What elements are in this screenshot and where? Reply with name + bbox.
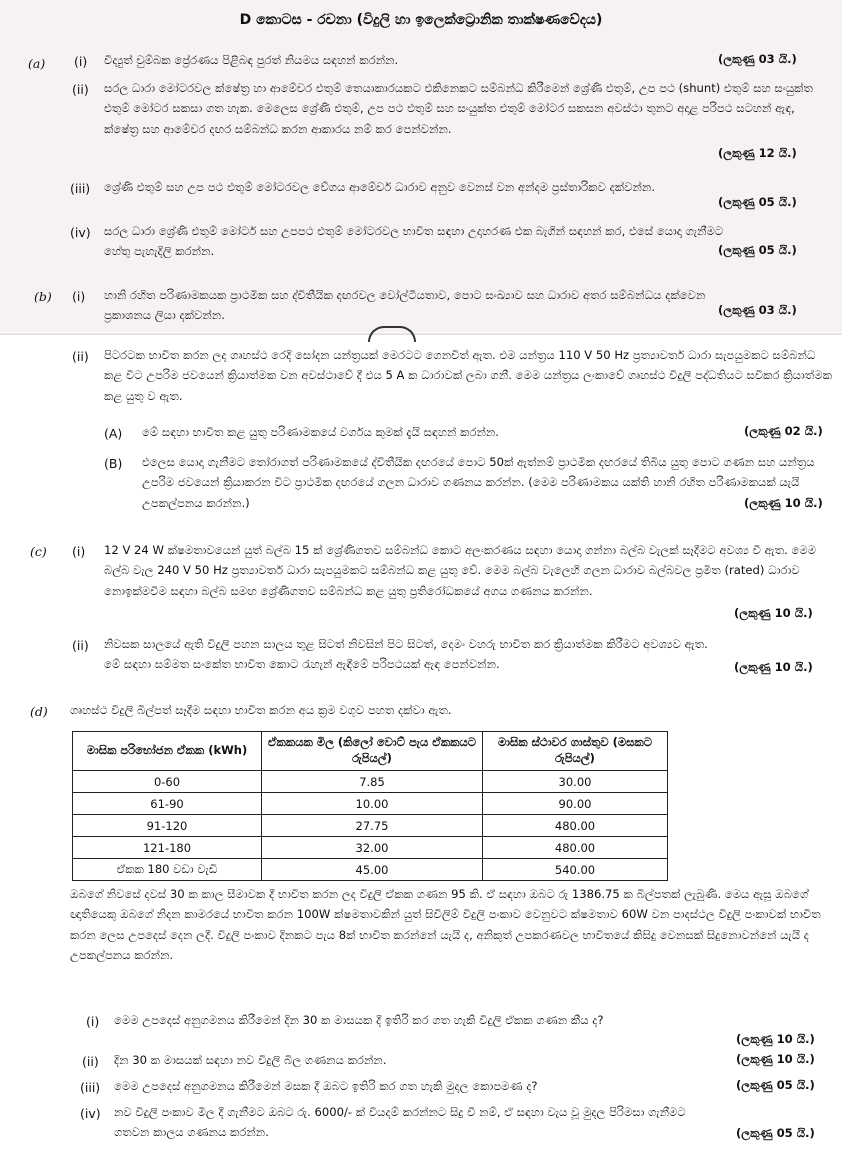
part-c-label: (c) <box>30 544 47 559</box>
d-intro: ගෘහස්ථ විදුලි බිල්පත් සෑදීම සඳහා භාවිත කරන අය ක්‍රම වගුව පහත දක්වා ඇත. <box>70 703 452 717</box>
b-ii-text: පිටරටක භාවිත කරන ලද ගෘහස්ථ රෙදි සෝදන යන්ත්‍රයක් මෙරටට ගෙනවිත් ඇත. එම යන්ත්‍රය 110 V 50 Hz ප්‍රත්‍යාවර්ත ධාරා සැපයුමකට සම්බන්ධ කළ විට උපරිම ජවයෙන් ක්‍රියාත්මක වන අවස්ථාවේ දී එය 5 A ක ධාරාවක් ලබා ගනී. මෙම යන්ත්‍රය ලංකාවේ ගෘහස්ථ විදුලි පද්ධතියට සවිකර ක්‍රියාත්මක කළ යුතු ව ඇත. <box>104 348 832 403</box>
table-cell: ඒකක 180 වඩා වැඩි <box>73 859 262 881</box>
c-ii-text: නිවසක සාලයේ ඇති විදුලි පහන සාලය තුළ සිටත් නිවසින් පිට සිටත්, දෙමං වහරු භාවිත කර ක්‍රියාත්මක කිරීමට අවශ්‍යව ඇත. මේ සඳහා සම්මත සංකේත භාවිත කොට රැහැන් ඇඳීමේ පරිපථයක් ඇඳ පෙන්වන්න. <box>104 637 708 672</box>
d-ii-number: (ii) <box>82 1054 99 1069</box>
table-header-row <box>73 732 668 771</box>
part-d-label: (d) <box>30 704 48 719</box>
table-cell: 121-180 <box>73 837 262 859</box>
c-ii-marks: (ලකුණු 10 යි.) <box>734 660 813 674</box>
header-fixed-charge: මාසික ස්ථාවර ගාස්තුව (මසකට රුපියල්) <box>483 732 668 771</box>
table-cell: 0-60 <box>73 771 262 793</box>
d-ii-text: දින 30 ක මාසයක් සඳහා නව විදුලි බිල ගණනය කරන්න. <box>114 1053 387 1067</box>
b-ii-number: (ii) <box>72 349 89 364</box>
d-paragraph: ඔබගේ නිවසේ දවස් 30 ක කාල සීමාවක දී භාවිත කරන ලද විදුලි ඒකක ගණන 95 කි. ඒ සඳහා ඔබට රු 1386.75 ක බිල්පතක් ලැබුණි. මෙය ඇසූ ඔබගේ ඥාතියෙකු ඔබගේ නිදන කාමරයේ භාවිත කරන 100W ක්ෂමතාවකින් යුත් සිවිලිම් විදුලි පංකාව වෙනුවට ක්ෂමතාව 60W වන පාදස්ථල විදුලි පංකාවක් භාවිත කරන ලෙස උපදෙස් දෙන ලදී. විදුලි පංකාව දිනකට පැය 8ක් භාවිත කරන්නේ යැයි ද, අනිකුත් උපකරණවල භාවිතයේ කිසිදු වෙනසක් සිදුනොවන්නේ යැයි ද උපකල්පනය කරන්න. <box>70 887 821 962</box>
d-iii-text: මෙම උපදෙස් අනුගමනය කිරීමෙන් මසක දී ඔබට ඉතිරි කර ගත හැකි මුදල කොපමණ ද? <box>114 1079 538 1093</box>
b-ii-B-text: එලෙස යොදා ගැනීමට තෝරාගත් පරිණාමකයේ ද්විතීයික දඟරයේ පොට 50ක් ඇත්නම් ප්‍රාථමික දඟරයේ තිබිය යුතු පොට ගණන සහ යන්ත්‍රය උපරිම ජවයෙන් ක්‍රියාකරන විට ප්‍රාථමික දඟරයේ ගලන ධාරාව ගණනය කරන්න. (මෙම පරිණාමකය යක්ති හානි රහිත පරිණාමකයක් යැයි උපකල්පනය කරන්න.) <box>142 455 815 510</box>
c-i-marks: (ලකුණු 10 යි.) <box>734 606 813 620</box>
a-iii-number: (iii) <box>70 181 91 196</box>
table-row <box>73 815 668 837</box>
d-i-text: මෙම උපදෙස් අනුගමනය කිරීමෙන් දින 30 ක මාසයක දී ඉතිරි කර ගත හැකි විදුලි ඒකක ගණන කීය ද? <box>114 1013 604 1027</box>
d-iv-text: නව විදුලි පංකාව මිල දී ගැනීමට ඔබට රු. 6000/- ක් වියදම් කරන්නට සිදු වී නම්, ඒ සඳහා වැය වූ මුදල පිරිමසා ගැනීමට ගතවන කාලය ගණනය කරන්න. <box>114 1105 686 1140</box>
a-iii-marks: (ලකුණු 05 යි.) <box>718 195 797 209</box>
table-cell: 480.00 <box>483 837 668 859</box>
table-cell: 540.00 <box>483 859 668 881</box>
table-cell: 10.00 <box>262 793 483 815</box>
b-i-number: (i) <box>72 289 86 304</box>
b-ii-A-text: මේ සඳහා භාවිත කළ යුතු පරිණාමකයේ වර්ගය කුමක් දැයි සඳහන් කරන්න. <box>142 425 499 439</box>
table-cell: 30.00 <box>483 771 668 793</box>
header-unit-price: ඒකකයක මිල (කිලෝ වොට් පැය ඒකකයට රුපියල්) <box>262 732 483 771</box>
b-ii-B-marks: (ලකුණු 10 යි.) <box>744 496 823 510</box>
a-iv-text: සරල ධාරා ශ්‍රේණි එතුම් මෝටර් සහ උපපථ එතුම් මෝටරවල භාවිත සඳහා උදාහරණ එක බැගින් සඳහන් කර, එසේ යොදා ගැනීමට හේතු පැහැදිලි කරන්න. <box>104 224 724 259</box>
a-ii-marks: (ලකුණු 12 යි.) <box>718 146 797 160</box>
table-cell: 27.75 <box>262 815 483 837</box>
d-iv-marks: (ලකුණු 05 යි.) <box>736 1126 815 1140</box>
section-title: D කොටස - රචනා (විදුලි හා ඉලෙක්ට්‍රොනික තාක්ෂණවේදය) <box>239 12 603 28</box>
table-cell: 61-90 <box>73 793 262 815</box>
d-i-number: (i) <box>86 1014 100 1029</box>
a-i-number: (i) <box>74 54 88 69</box>
d-iii-marks: (ලකුණු 05 යි.) <box>736 1078 815 1092</box>
b-ii-A-marks: (ලකුණු 02 යි.) <box>744 424 823 438</box>
c-i-number: (i) <box>72 544 86 559</box>
d-ii-marks: (ලකුණු 10 යි.) <box>736 1052 815 1066</box>
c-i-text: 12 V 24 W ක්ෂමතාවයෙන් යුත් බල්බ 15 ක් ශ්‍රේණිගතව සම්බන්ධ කොට අලංකරණය සඳහා යොදා ගන්නා බල්බ වැලක් සෑදීමට අවශ්‍ය වී ඇත. මෙම බල්බ වැල 240 V 50 Hz ප්‍රත්‍යාවර්ත ධාරා සැපයුමකට සම්බන්ධ කළ යුතු වේ. මෙම බල්බ වැලෙහි ගලන ධාරාව බල්බවල ප්‍රමිත (rated) ධාරාව නොඉක්මවීම සඳහා බල්බ සමඟ ශ්‍රේණිගතව සම්බන්ධ කළ යුතු ප්‍රතිරෝධකයේ අගය ගණනය කරන්න. <box>104 543 817 598</box>
table-row <box>73 859 668 881</box>
part-a-label: (a) <box>28 56 46 71</box>
a-i-text: විද්‍යුත් චුම්බක ප්‍රේරණය පිළිබඳ පුරත් නියමය සඳහන් කරන්න. <box>104 53 399 67</box>
a-iv-number: (iv) <box>70 225 91 240</box>
a-ii-text: සරල ධාරා මෝටරවල ක්ෂේත්‍ර හා ආමේචර එතුම් තෙයාකාරයකට එකිනෙකට සම්බන්ධ කිරීමෙන් ශ්‍රේණි එතුම්, උප පථ (shunt) එතුම් සහ සංයුක්ත එතුම් මෝටර සකසා ගත හැක. මෙලෙස ශ්‍රේණි එතුම්, උප පථ එතුම් සහ සංයුක්ත එතුම් මෝටර සකසන අවස්ථා තුනට අදාළ පරිපථ සටහන් ඇඳ, ක්ෂේත්‍ර සහ ආමේචර දඟර සම්බන්ධ කරන ආකාරය නම් කර පෙන්වන්න. <box>104 81 813 136</box>
table-cell: 480.00 <box>483 815 668 837</box>
a-iii-text: ශ්‍රේණි එතුම් සහ උප පථ එතුම් මෝටරවල වේගය ආමේචර් ධාරාව අනුව වෙනස් වන අන්දම ප්‍රස්තාරිකව දක්වන්න. <box>104 180 656 194</box>
d-iii-number: (iii) <box>80 1080 101 1095</box>
d-i-marks: (ලකුණු 10 යි.) <box>736 1032 815 1046</box>
table-cell: 32.00 <box>262 837 483 859</box>
table-row <box>73 793 668 815</box>
a-i-marks: (ලකුණු 03 යි.) <box>718 52 797 66</box>
c-ii-number: (ii) <box>72 638 89 653</box>
table-row <box>73 837 668 859</box>
b-ii-B-number: (B) <box>104 456 123 471</box>
d-iv-number: (iv) <box>80 1106 101 1121</box>
part-b-label: (b) <box>34 289 52 304</box>
page-clip-mark <box>368 326 416 342</box>
tariff-table <box>72 731 668 881</box>
a-ii-number: (ii) <box>72 82 89 97</box>
b-ii-A-number: (A) <box>104 426 123 441</box>
table-cell: 7.85 <box>262 771 483 793</box>
table-row <box>73 771 668 793</box>
table-cell: 91-120 <box>73 815 262 837</box>
sheet-seam <box>0 332 842 335</box>
b-i-text: හානි රහිත පරිණාමකයක ප්‍රාථමික සහ ද්විතීයික දඟරවල වෝල්ටීයතාව, පොට සංඛ්‍යාව සහ ධාරාව අතර සම්බන්ධය දක්වෙන ප්‍රකාශනය ලියා දක්වන්න. <box>104 288 706 323</box>
a-iv-marks: (ලකුණු 05 යි.) <box>718 243 797 257</box>
table-cell: 90.00 <box>483 793 668 815</box>
b-i-marks: (ලකුණු 03 යි.) <box>718 303 797 317</box>
header-monthly-units: මාසික පරිභෝජන ඒකක (kWh) <box>73 732 262 771</box>
table-cell: 45.00 <box>262 859 483 881</box>
